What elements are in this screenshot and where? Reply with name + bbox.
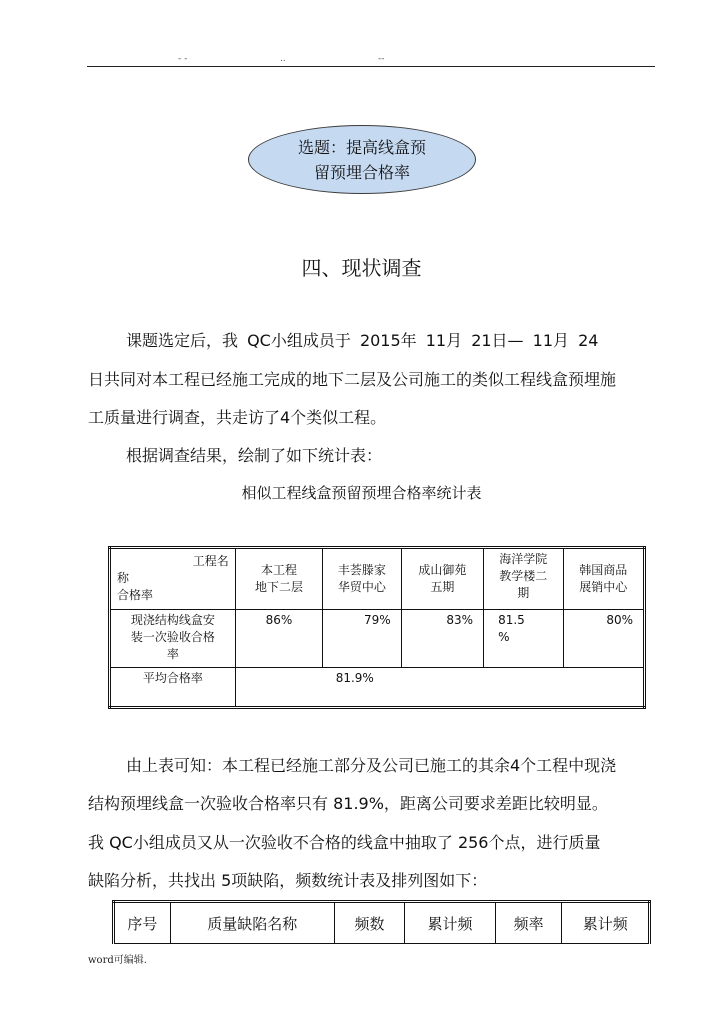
- paragraph1-line3: 工质量进行调查，共走访了4个类似工程。: [88, 408, 387, 427]
- paragraph1-line2: 日共同对本工程已经施工完成的地下二层及公司施工的类似工程线盒预埋施: [88, 370, 617, 389]
- defects-header: 质量缺陷名称: [170, 902, 334, 944]
- corner-bottom: 合格率: [117, 588, 154, 602]
- corner-top: 工程名: [192, 554, 229, 568]
- paragraph3-line1: 由上表可知：本工程已经施工部分及公司已施工的其余4个工程中现浇: [126, 756, 617, 775]
- paragraph2: 根据调查结果，绘制了如下统计表：: [126, 446, 383, 465]
- column-header: 本工程 地下二层: [235, 548, 322, 610]
- table-cell: 80%: [563, 610, 644, 668]
- header-mark: - -: [178, 54, 188, 64]
- table-cell: 86%: [235, 610, 322, 668]
- defects-header: 频数: [334, 902, 405, 944]
- defects-table: [112, 900, 651, 944]
- defects-header: 频率: [495, 902, 562, 944]
- stats-table: [108, 546, 646, 709]
- column-header: 韩国商品 展销中心: [563, 548, 644, 610]
- row-label: 平均合格率: [110, 668, 236, 708]
- average-value: 81.9%: [235, 668, 644, 708]
- defects-header: 累计频: [405, 902, 495, 944]
- column-header: 海洋学院 教学楼二 期: [484, 548, 563, 610]
- corner-cell: [110, 548, 236, 610]
- table-cell: 83%: [401, 610, 483, 668]
- header-rule: [87, 66, 655, 67]
- topic-ellipse: [248, 125, 476, 194]
- header-mark: ..: [280, 54, 286, 64]
- paragraph3-line4: 缺陷分析，共找出 5项缺陷，频数统计表及排列图如下：: [88, 871, 488, 890]
- topic-line-1: 选题：提高线盒预: [297, 137, 426, 157]
- corner-mid: 称: [117, 571, 130, 585]
- paragraph3-line2: 结构预埋线盒一次验收合格率只有 81.9%，距离公司要求差距比较明显。: [88, 794, 608, 813]
- paragraph1-line1: 课题选定后，我 QC小组成员于 2015年 11月 21日— 11月 24: [126, 331, 599, 350]
- header-mark: --: [378, 54, 385, 64]
- column-header: 成山御苑 五期: [401, 548, 483, 610]
- defects-header: 累计频: [562, 902, 650, 944]
- row-label: 现浇结构线盒安 装一次验收合格 率: [110, 610, 236, 668]
- table-cell: 81.5 %: [484, 610, 563, 668]
- section-title: 四、现状调查: [301, 256, 422, 280]
- defects-header: 序号: [114, 902, 171, 944]
- topic-line-2: 留预埋合格率: [313, 162, 410, 182]
- table-cell: 79%: [323, 610, 401, 668]
- footer-note: word可编辑.: [88, 955, 147, 966]
- table-caption: 相似工程线盒预留预埋合格率统计表: [241, 484, 482, 502]
- column-header: 丰荟滕家 华贸中心: [323, 548, 401, 610]
- paragraph3-line3: 我 QC小组成员又从一次验收不合格的线盒中抽取了 256个点，进行质量: [88, 833, 601, 852]
